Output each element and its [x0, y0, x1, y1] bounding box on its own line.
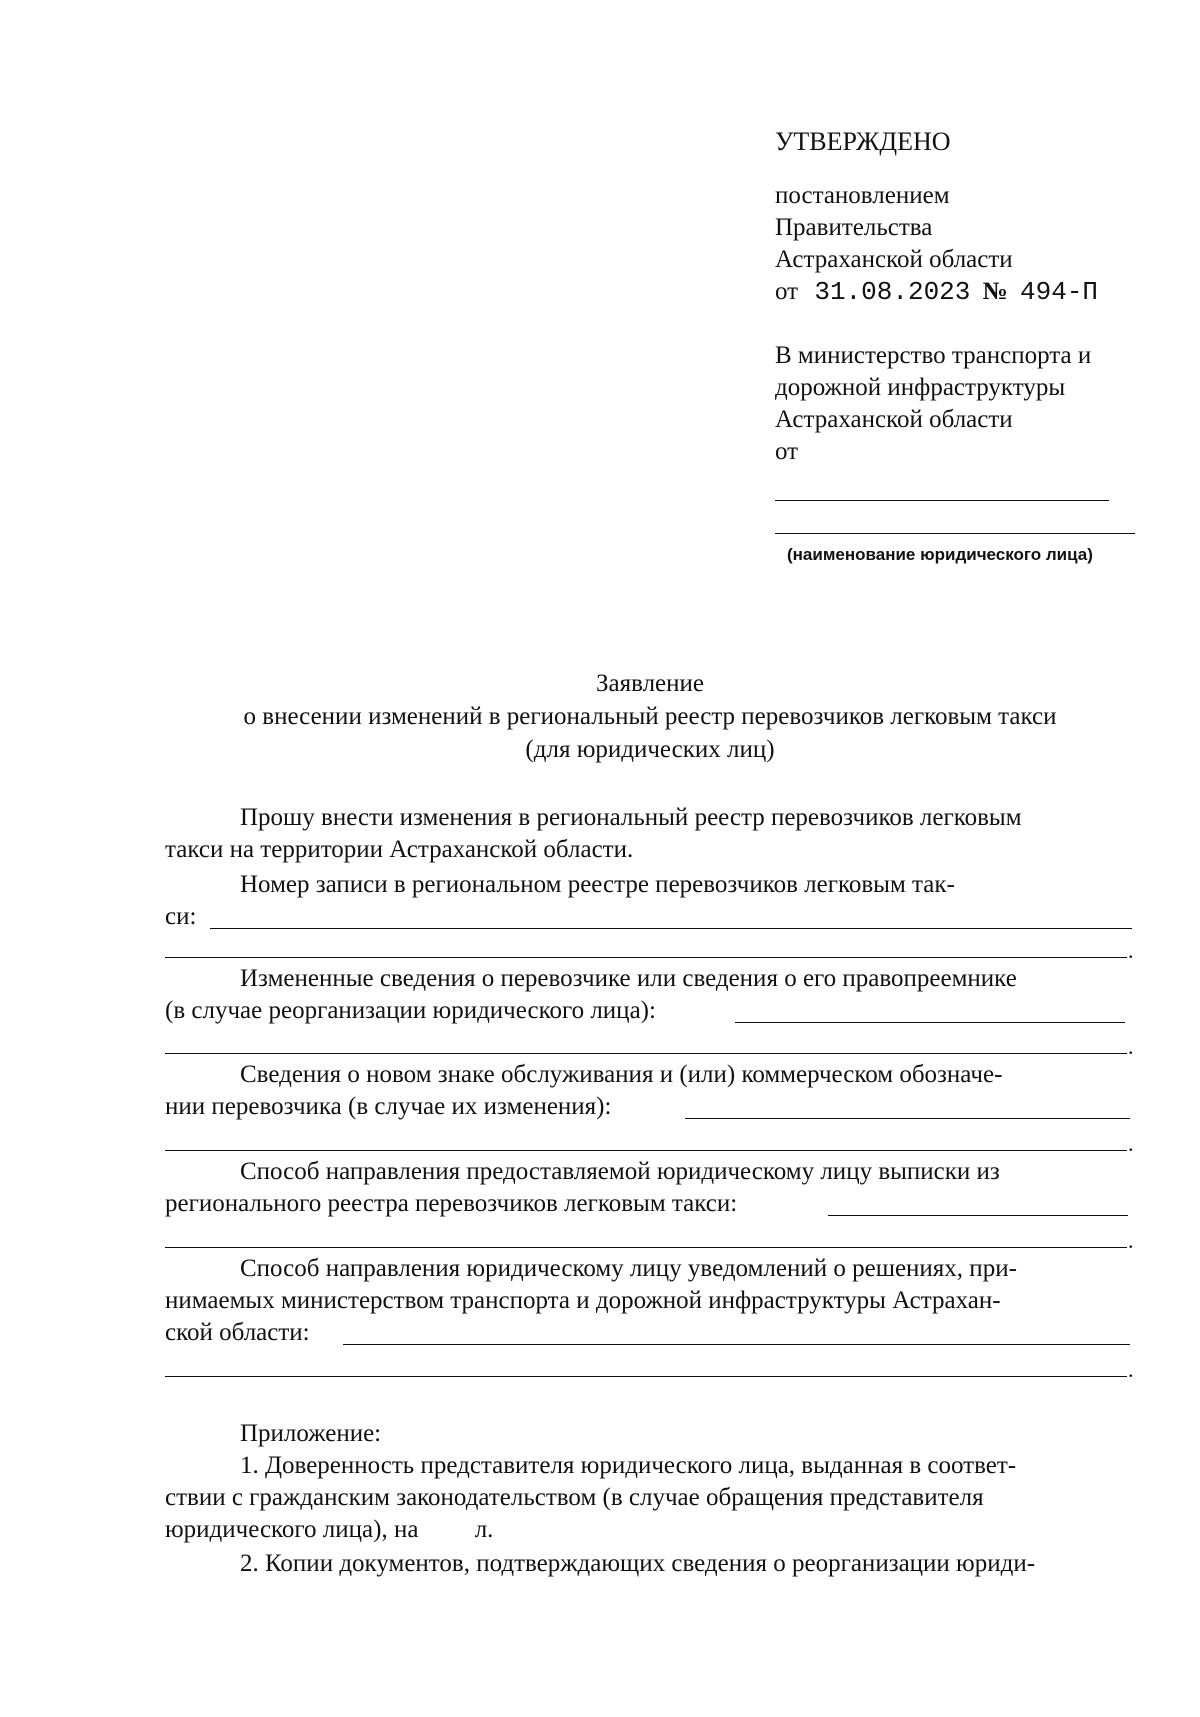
service-mark-field[interactable]	[685, 1118, 1130, 1119]
period-mark: .	[1128, 1034, 1134, 1059]
paragraph-1-line-2: такси на территории Астраханской области.	[165, 836, 634, 863]
paragraph-5-line-2: регионального реестра перевозчиков легковым такси:	[165, 1190, 738, 1217]
notification-delivery-field[interactable]	[343, 1344, 1130, 1345]
appendix-item-2-line-1: 2. Копии документов, подтверждающих сведения о реорганизации юриди-	[240, 1550, 1036, 1577]
paragraph-5-line-1: Способ направления предоставляемой юридическому лицу выписки из	[240, 1158, 1000, 1185]
period-mark: .	[1128, 1357, 1134, 1382]
record-number-field[interactable]	[210, 928, 1132, 929]
number-sign: №	[982, 278, 1008, 305]
changed-details-field[interactable]	[735, 1022, 1125, 1023]
document-subtitle: о внесении изменений в региональный реестр перевозчиков легковым такси	[243, 703, 1057, 730]
approval-line-3: Астраханской области	[775, 246, 1013, 273]
appendix-item-1-text: юридического лица), на	[165, 1516, 419, 1543]
record-number-field-continued[interactable]	[165, 957, 1127, 958]
approval-number: 494-П	[1020, 277, 1099, 307]
notification-delivery-field-continued[interactable]	[165, 1376, 1127, 1377]
addressee-line-3: Астраханской области	[775, 406, 1013, 433]
approval-line-2: Правительства	[775, 214, 933, 241]
date-prefix: от	[775, 278, 799, 305]
addressee-blank-line-2[interactable]	[775, 533, 1135, 534]
approval-date: 31.08.2023	[814, 277, 971, 307]
sheet-count-unit: л.	[474, 1516, 494, 1543]
document-title: Заявление	[595, 670, 705, 697]
paragraph-2-line-1: Номер записи в региональном реестре перевозчиков легковым так-	[240, 871, 955, 898]
paragraph-6-line-1: Способ направления юридическому лицу уведомлений о решениях, при-	[240, 1255, 1017, 1282]
paragraph-2-line-2: си:	[165, 903, 197, 930]
appendix-heading: Приложение:	[240, 1420, 382, 1447]
paragraph-6-line-3: ской области:	[165, 1319, 310, 1346]
addressee-line-4: от	[775, 438, 799, 465]
appendix-item-1-line-1: 1. Доверенность представителя юридического лица, выданная в соответ-	[240, 1452, 1017, 1479]
document-subtitle-scope: (для юридических лиц)	[525, 736, 775, 763]
appendix-item-1-line-2: ствии с гражданским законодательством (в случае обращения представителя	[165, 1484, 984, 1511]
approval-line-1: постановлением	[775, 182, 950, 209]
extract-delivery-field[interactable]	[828, 1215, 1128, 1216]
paragraph-4-line-1: Сведения о новом знаке обслуживания и (или) коммерческом обозначе-	[240, 1061, 1003, 1088]
addressee-line-1: В министерство транспорта и	[775, 342, 1092, 369]
paragraph-3-line-2: (в случае реорганизации юридического лица):	[165, 997, 656, 1024]
addressee-caption: (наименование юридического лица)	[787, 545, 1093, 564]
approval-date-row	[775, 276, 1098, 308]
period-mark: .	[1128, 938, 1134, 963]
changed-details-field-continued[interactable]	[165, 1053, 1127, 1054]
service-mark-field-continued[interactable]	[165, 1150, 1127, 1151]
paragraph-4-line-2: нии перевозчика (в случае их изменения):	[165, 1093, 612, 1120]
paragraph-3-line-1: Измененные сведения о перевозчике или сведения о его правопреемнике	[240, 965, 1017, 992]
extract-delivery-field-continued[interactable]	[165, 1247, 1127, 1248]
paragraph-6-line-2: нимаемых министерством транспорта и дорожной инфраструктуры Астрахан-	[165, 1287, 1001, 1314]
addressee-line-2: дорожной инфраструктуры	[775, 374, 1066, 401]
addressee-blank-line-1[interactable]	[775, 500, 1109, 501]
period-mark: .	[1128, 1228, 1134, 1253]
paragraph-1-line-1: Прошу внести изменения в региональный реестр перевозчиков легковым	[240, 804, 1022, 831]
appendix-item-1-line-3	[165, 1514, 493, 1546]
period-mark: .	[1128, 1131, 1134, 1156]
approval-stamp: УТВЕРЖДЕНО	[775, 127, 951, 156]
